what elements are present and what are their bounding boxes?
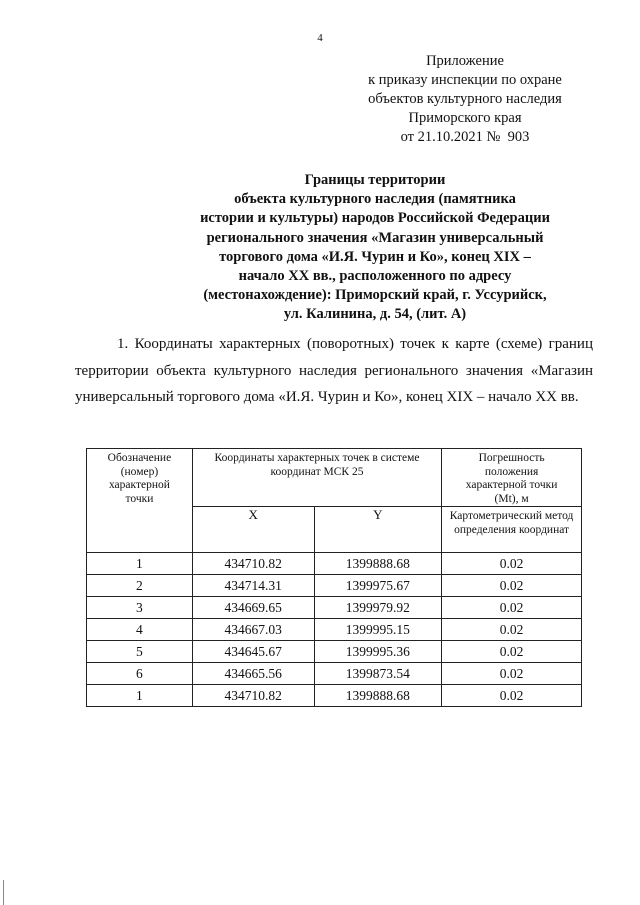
cell-point: 1: [87, 685, 193, 707]
header-method: Картометрический метод определения координат: [442, 507, 582, 553]
appendix-line: объектов культурного наследия: [368, 91, 562, 107]
cell-x: 434667.03: [192, 619, 314, 641]
page-number: 4: [317, 32, 323, 44]
cell-error: 0.02: [442, 619, 582, 641]
cell-point: 5: [87, 641, 193, 663]
cell-x: 434665.56: [192, 663, 314, 685]
header-designation: Обозначение (номер) характерной точки: [87, 449, 193, 553]
cell-error: 0.02: [442, 641, 582, 663]
title-line: Границы территории: [304, 172, 446, 188]
document-title: [155, 171, 595, 325]
appendix-line: Приморского края: [408, 110, 522, 126]
table-row: [87, 663, 582, 685]
body-paragraph: 1. Координаты характерных (поворотных) точек к карте (схеме) границ территории объекта культурного наследия регионального значения «Магазин универсальный торгового дома «И.Я. Чурин и Ко», конец XIX – начало XX вв.: [75, 336, 593, 405]
table-row: [87, 685, 582, 707]
title-line: начало XX вв., расположенного по адресу: [238, 268, 512, 285]
cell-y: 1399995.15: [314, 619, 442, 641]
cell-x: 434714.31: [192, 575, 314, 597]
cell-y: 1399979.92: [314, 597, 442, 619]
cell-error: 0.02: [442, 597, 582, 619]
cell-point: 1: [87, 553, 193, 575]
cell-point: 2: [87, 575, 193, 597]
appendix-block: [355, 52, 575, 147]
title-line: ул. Калинина, д. 54, (лит. А): [283, 306, 467, 323]
header-y: Y: [314, 507, 442, 553]
table-row: [87, 619, 582, 641]
table-row: [87, 575, 582, 597]
cell-point: 3: [87, 597, 193, 619]
cell-error: 0.02: [442, 575, 582, 597]
title-line: истории и культуры) народов Российской Федерации: [200, 210, 550, 227]
table-header-row: [87, 449, 582, 507]
header-x: X: [192, 507, 314, 553]
table-row: [87, 597, 582, 619]
scan-edge-mark: [3, 880, 4, 905]
cell-y: 1399888.68: [314, 685, 442, 707]
title-line: регионального значения «Магазин универсальный: [206, 229, 544, 246]
cell-x: 434645.67: [192, 641, 314, 663]
cell-error: 0.02: [442, 553, 582, 575]
coordinates-table: [86, 448, 582, 707]
appendix-date-line: от 21.10.2021 № 903: [400, 129, 530, 145]
cell-y: 1399873.54: [314, 663, 442, 685]
cell-y: 1399888.68: [314, 553, 442, 575]
cell-x: 434710.82: [192, 685, 314, 707]
appendix-line: к приказу инспекции по охране: [368, 72, 562, 88]
cell-error: 0.02: [442, 663, 582, 685]
title-line: (местонахождение): Приморский край, г. Уссурийск,: [203, 287, 547, 304]
table-row: [87, 553, 582, 575]
cell-y: 1399995.36: [314, 641, 442, 663]
cell-point: 6: [87, 663, 193, 685]
appendix-line: Приложение: [426, 53, 504, 69]
header-accuracy: Погрешность положения характерной точки (Mt), м: [442, 449, 582, 507]
cell-point: 4: [87, 619, 193, 641]
cell-error: 0.02: [442, 685, 582, 707]
title-line: объекта культурного наследия (памятника: [234, 191, 516, 208]
table-row: [87, 641, 582, 663]
title-line: торгового дома «И.Я. Чурин и Ко», конец XIX –: [219, 248, 531, 265]
cell-x: 434710.82: [192, 553, 314, 575]
header-coordinates: Координаты характерных точек в системе координат МСК 25: [192, 449, 441, 507]
cell-y: 1399975.67: [314, 575, 442, 597]
cell-x: 434669.65: [192, 597, 314, 619]
